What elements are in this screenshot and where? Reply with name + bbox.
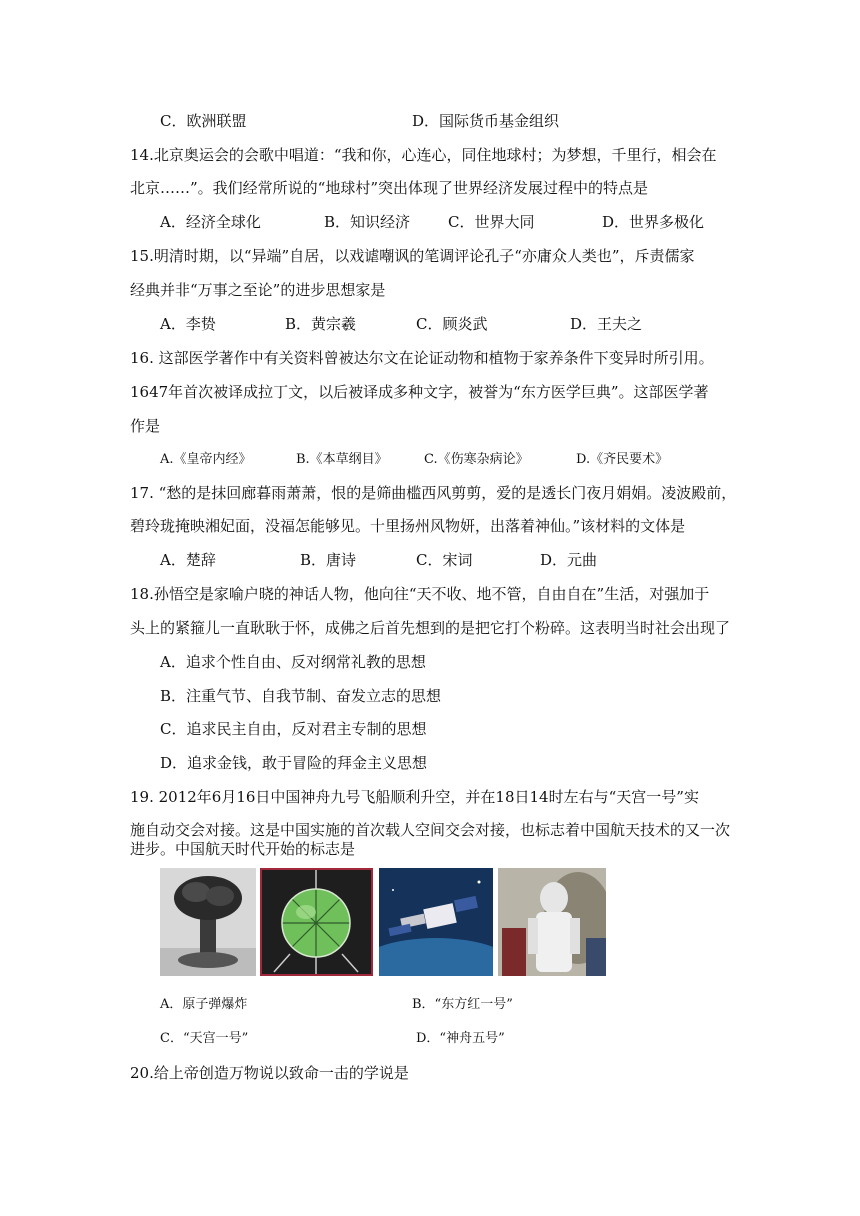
q17-option-b: B．唐诗 <box>300 551 357 569</box>
q14-option-d: D．世界多极化 <box>602 213 705 231</box>
q15-stem-line2: 经典并非“万事之至论”的进步思想家是 <box>130 281 386 299</box>
q15-stem-line1: 15.明清时期，以“异端”自居，以戏谑嘲讽的笔调评论孔子“亦庸众人类也”，斥责儒家 <box>130 247 695 265</box>
q18-option-b: B．注重气节、自我节制、奋发立志的思想 <box>160 687 442 705</box>
q20-stem-line1: 20.给上帝创造万物说以致命一击的学说是 <box>130 1064 409 1082</box>
q14-option-b: B．知识经济 <box>324 213 411 231</box>
q17-option-d: D．元曲 <box>540 551 598 569</box>
q14-option-a: A．经济全球化 <box>160 213 261 231</box>
q16-option-c: C.《伤寒杂病论》 <box>424 452 529 467</box>
q14-option-c: C．世界大同 <box>448 213 535 231</box>
q18-option-a: A．追求个性自由、反对纲常礼教的思想 <box>160 653 426 671</box>
tiangong-1-photo <box>379 868 493 976</box>
dongfanghong-satellite-photo <box>260 868 373 976</box>
q17-option-a: A．楚辞 <box>160 551 216 569</box>
q13-option-c: C．欧洲联盟 <box>160 112 247 130</box>
q19-stem-line3: 进步。中国航天时代开始的标志是 <box>130 840 356 858</box>
q18-stem-line2: 头上的紧箍儿一直耿耿于怀，成佛之后首先想到的是把它打个粉碎。这表明当时社会出现了 <box>130 619 731 637</box>
q19-stem-line1: 19. 2012年6月16日中国神舟九号飞船顺利升空，并在18日14时左右与“天宫一号”实 <box>130 788 699 806</box>
q16-option-d: D.《齐民要术》 <box>576 452 669 467</box>
q14-stem-line2: 北京……”。我们经常所说的“地球村”突出体现了世界经济发展过程中的特点是 <box>130 179 649 197</box>
q16-option-a: A.《皇帝内经》 <box>160 452 252 467</box>
shenzhou-5-photo <box>498 868 606 976</box>
q19-option-c: C．“天宫一号” <box>160 1031 249 1046</box>
q18-option-c: C．追求民主自由，反对君主专制的思想 <box>160 720 427 738</box>
atomic-bomb-photo <box>160 868 256 976</box>
q19-option-b: B．“东方红一号” <box>412 997 513 1012</box>
q19-option-d: D．“神舟五号” <box>416 1031 505 1046</box>
q17-stem-line2: 碧玲珑掩映湘妃面，没福怎能够见。十里扬州风物妍，出落着神仙。”该材料的文体是 <box>130 517 686 535</box>
q16-stem-line3: 作是 <box>130 417 161 435</box>
q17-option-c: C．宋词 <box>416 551 473 569</box>
q19-option-a: A．原子弹爆炸 <box>160 997 248 1012</box>
q15-option-a: A．李贽 <box>160 315 216 333</box>
q15-option-b: B．黄宗羲 <box>285 315 357 333</box>
q18-option-d: D．追求金钱，敢于冒险的拜金主义思想 <box>160 754 428 772</box>
q15-option-c: C．顾炎武 <box>416 315 488 333</box>
q14-stem-line1: 14.北京奥运会的会歌中唱道：“我和你，心连心，同住地球村；为梦想，千里行，相会在 <box>130 146 717 164</box>
q16-stem-line2: 1647年首次被译成拉丁文，以后被译成多种文字，被誉为“东方医学巨典”。这部医学著 <box>130 383 709 401</box>
q13-option-d: D．国际货币基金组织 <box>412 112 560 130</box>
q16-option-b: B.《本草纲目》 <box>296 452 388 467</box>
q17-stem-line1: 17. “愁的是抹回廊暮雨萧萧，恨的是筛曲槛西风剪剪，爱的是透长门夜月娟娟。凌波殿前， <box>130 484 737 502</box>
q18-stem-line1: 18.孙悟空是家喻户晓的神话人物，他向往“天不收、地不管，自由自在”生活，对强加于 <box>130 585 710 603</box>
q15-option-d: D．王夫之 <box>570 315 643 333</box>
q16-stem-line1: 16. 这部医学著作中有关资料曾被达尔文在论证动物和植物于家养条件下变异时所引用。 <box>130 349 714 367</box>
q19-stem-line2: 施自动交会对接。这是中国实施的首次载人空间交会对接，也标志着中国航天技术的又一次 <box>130 821 731 839</box>
